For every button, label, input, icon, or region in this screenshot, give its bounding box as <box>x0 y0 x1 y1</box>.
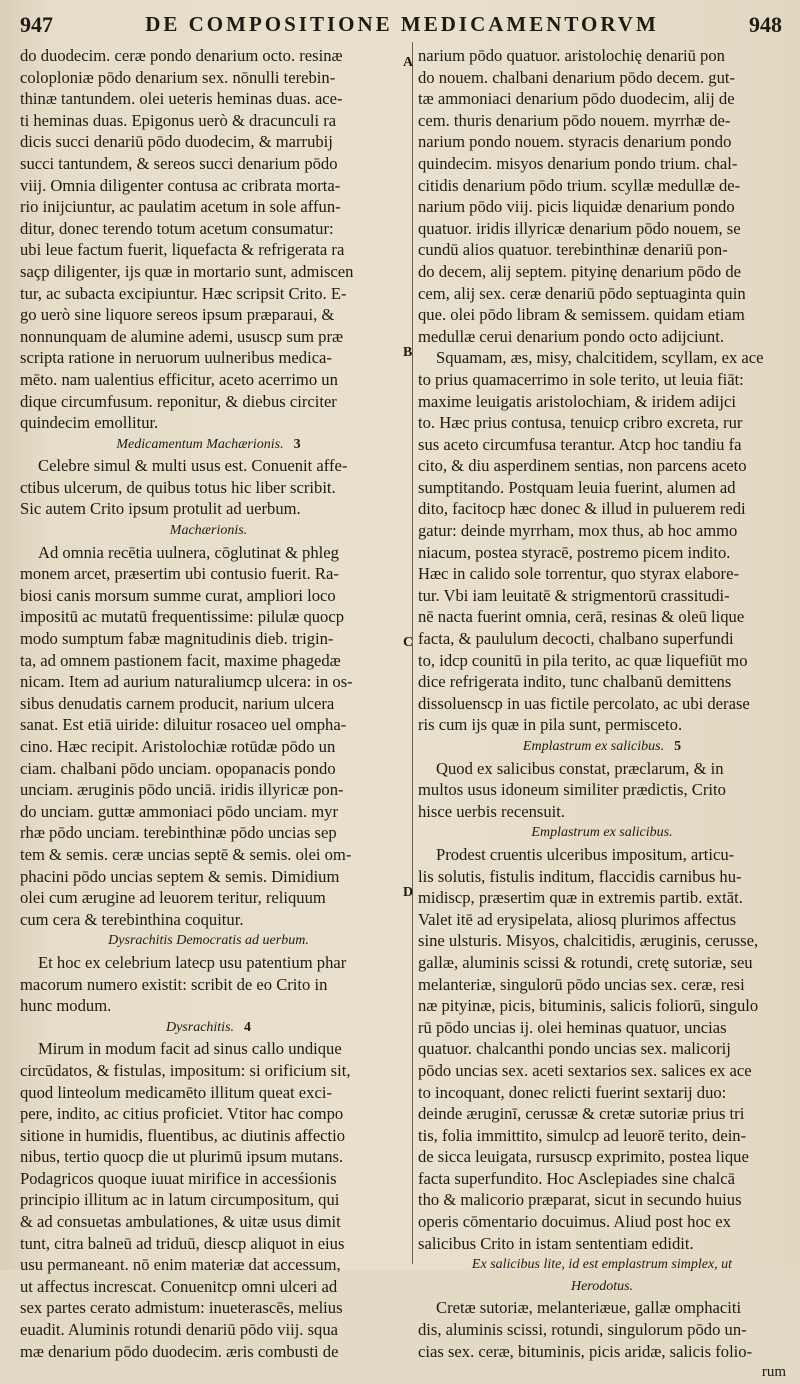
section-heading-text: Medicamentum Machærionis. <box>116 436 284 452</box>
text-line: medullæ cerui denarium pondo octo adijciunt. <box>418 326 724 346</box>
margin-letter: B <box>403 345 413 360</box>
text-line: tem & semis. ceræ uncias septē & semis. olei om- <box>20 844 352 864</box>
margin-letter: C <box>403 635 414 650</box>
text-line: que. olei pōdo libram & semissem. quidam etiam <box>418 305 745 325</box>
margin-letters <box>403 45 415 1262</box>
catchword: rum <box>761 1364 786 1381</box>
text-line: coloploniæ pōdo denarium sex. nōnulli terebin- <box>20 67 336 87</box>
text-line: nonnunquam de alumine ademi, ususcp sum præ <box>20 326 344 346</box>
text-line: do nouem. chalbani denarium pōdo decem. gut- <box>418 67 736 87</box>
section-heading-text: Emplastrum ex salicibus. <box>531 825 673 841</box>
section-heading-text: Dysrachitis Democratis ad uerbum. <box>108 933 309 949</box>
text-line: pere, indito, ac citius proficiet. Vtitor hac compo <box>20 1104 344 1124</box>
text-line: citidis denarium pōdo trium. scyllæ medullæ de- <box>418 175 741 195</box>
margin-letter: D <box>403 885 414 900</box>
text-line: sanat. Est etiā uiride: diluitur rosaceo uel ompha- <box>20 715 347 735</box>
text-line: dito, facitocp hæc donec & illud in puluerem redi <box>418 499 746 519</box>
text-line: dicis succi denariū pōdo duodecim, & marrubij <box>20 132 333 152</box>
text-line: do duodecim. ceræ pondo denarium octo. resinæ <box>20 46 343 65</box>
text-line: gatur: deinde myrrham, mox thus, ab hoc ammo <box>418 521 738 541</box>
running-title: DE COMPOSITIONE MEDICAMENTORVM <box>145 12 659 36</box>
text-line: to, idcp counitū in pila terito, ac quæ liquefiūt mo <box>418 650 748 670</box>
section-heading <box>418 822 786 844</box>
text-line: thinæ tantundem. olei ueteris heminas duas. ace- <box>20 89 343 109</box>
text-line: cem. thuris denarium pōdo nouem. myrrhæ de- <box>418 110 731 130</box>
text-line: quatuor. chalcanthi pondo uncias sex. malicorij <box>418 1039 731 1059</box>
text-line: cundū alios quatuor. terebinthinæ denariū pon- <box>418 240 728 260</box>
text-line: ctibus ulcerum, de quibus totus hic liber scribit. <box>20 477 336 497</box>
text-line: tunt, citra balneū ad triduū, diescp aliquot in eius <box>20 1233 345 1253</box>
text-line: tis, folia immittito, simulcp ad leuorē terito, dein- <box>418 1125 747 1145</box>
text-line: niacum, postea styracē, postremo picem indito. <box>418 542 731 562</box>
section-number: 4 <box>244 1019 252 1035</box>
text-line: ciam. chalbani pōdo unciam. opopanacis pondo <box>20 758 336 778</box>
text-line: Valet itē ad erysipelata, aliosq plurimos affectus <box>418 909 737 929</box>
text-line: Quod ex salicibus constat, præclarum, & in <box>436 758 724 778</box>
text-line: midiscp, præsertim quæ in extremis partib. extāt. <box>418 888 743 908</box>
text-line: cias sex. ceræ, bituminis, picis aridæ, salicis folio- <box>418 1341 753 1361</box>
section-heading <box>20 434 397 456</box>
section-heading <box>20 930 397 952</box>
running-header <box>14 8 790 42</box>
section-heading-text: Dysrachitis. <box>165 1019 235 1035</box>
text-line: gallæ, aluminis scissi & rotundi, cretę sutoriæ, seu <box>418 952 753 972</box>
text-line: mēto. nam ualentius efficitur, aceto acerrimo un <box>20 369 338 389</box>
text-line: cem, alij sex. ceræ denariū pōdo septuaginta quin <box>418 283 746 303</box>
text-line: succi tantundem, & sereos succi denarium pōdo <box>20 153 338 173</box>
text-line: cito, & diu asperdinem sentias, non parcens aceto <box>418 456 747 476</box>
text-line: cum cera & terebinthina coquitur. <box>20 909 244 929</box>
text-line: phacini pōdo uncias septem & semis. Dimidium <box>20 866 340 886</box>
text-line: Podagricos quoque iuuat mirifice in accesśionis <box>20 1168 337 1188</box>
text-line: sibus denudatis carnem producit, narium ulcera <box>20 693 335 713</box>
text-line: facta, & paululum decocti, chalbano superfundi <box>418 629 734 649</box>
text-line: ubi leue factum fuerit, liquefacta & refrigerata ra <box>20 240 345 260</box>
section-heading-text: Herodotus. <box>570 1278 634 1294</box>
text-line: Ad omnia recētia uulnera, cōglutinat & phleg <box>38 542 339 562</box>
text-line: sine ulsturis. Misyos, chalcitidis, æruginis, cerusse, <box>418 931 759 951</box>
text-line: sitione in humidis, fluentibus, ac diutinis affectio <box>20 1125 346 1145</box>
section-heading <box>418 1254 786 1276</box>
section-heading <box>20 1017 397 1039</box>
text-line: ris cum ijs quæ in pila sunt, permisceto. <box>418 715 683 735</box>
text-line: quatuor. iridis illyricæ denarium pōdo nouem, se <box>418 218 741 238</box>
text-line: ut affectus increscat. Conuenitcp omni ulceri ad <box>20 1276 338 1296</box>
section-heading <box>418 736 786 758</box>
text-line: ta, ad omnem pastionem facit, maxime phagedæ <box>20 650 341 670</box>
text-line: do decem, alij septem. pityinę denarium pōdo de <box>418 261 742 281</box>
text-line: quod linteolum medicamēto illitum queat exci- <box>20 1082 332 1102</box>
text-line: to incoquant, donec relicti fuerint sextarij duo: <box>418 1082 727 1102</box>
text-line: Mirum in modum facit ad sinus callo undique <box>38 1039 342 1059</box>
section-heading-text: Machærionis. <box>169 523 248 539</box>
text-line: monem arcet, præsertim ubi contusio fuerit. Ra- <box>20 564 339 584</box>
section-heading <box>20 520 397 542</box>
text-line: modo sumptum fabæ magnitudinis dieb. trigin- <box>20 629 334 649</box>
text-line: unciam. æruginis pōdo unciā. iridis illyricæ pon- <box>20 780 344 800</box>
text-line: circūdatos, & fistulas, impositum: si orificium sit, <box>20 1060 351 1080</box>
section-heading-text: Ex salicibus lite, id est emplastrum simplex, ut <box>471 1257 733 1273</box>
text-line: facta superfundito. Hoc Asclepiades sine chalcā <box>418 1168 735 1188</box>
text-line: hisce uerbis recensuit. <box>418 801 565 821</box>
text-line: Celebre simul & multi usus est. Conuenit affe- <box>38 456 348 476</box>
text-line: pōdo uncias sex. aceti sextarios sex. salices ex ace <box>418 1060 752 1080</box>
text-line: Squamam, æs, misy, chalcitidem, scyllam, ex ace <box>436 348 764 368</box>
text-line: dice refrigerata indito, tunc chalbanū demittens <box>418 672 732 692</box>
text-line: go uerò sine liquore sereos ipsum præparaui, & <box>20 305 335 325</box>
text-line: Et hoc ex celebrium latecp usu patentium phar <box>38 952 347 972</box>
section-number: 5 <box>674 739 682 754</box>
text-line: olei cum ærugine ad leuorem teritur, reliquum <box>20 888 326 908</box>
text-line: principio illitum ac in latum circumpositum, qui <box>20 1190 340 1210</box>
text-line: hunc modum. <box>20 996 112 1016</box>
text-line: saçp diligenter, ijs quæ in mortario sunt, admiscen <box>20 261 354 281</box>
text-line: de sicca leuigata, rursuscp exprimito, postea lique <box>418 1147 749 1167</box>
text-line: impositū ac mutatū frequentissime: pilulæ quocp <box>20 607 344 627</box>
text-line: melanteriæ, singulorū pōdo uncias sex. ceræ, resi <box>418 974 745 994</box>
text-line: quindecim. misyos denarium pondo trium. chal- <box>418 153 738 173</box>
text-line: ti heminas duas. Epigonus uerò & dracunculi ra <box>20 110 337 130</box>
text-line: Hæc in calido sole torrentur, quo styrax elabore- <box>418 564 739 584</box>
text-line: cino. Hæc recipit. Aristolochiæ rotūdæ pōdo un <box>20 737 336 756</box>
text-line: tho & malicorio præparat, sicut in secundo huius <box>418 1190 742 1210</box>
text-line: dique circumfusum. reponitur, & diebus circiter <box>20 391 337 411</box>
section-heading <box>418 1276 786 1298</box>
text-line: salicibus Crito in istam sententiam edidit. <box>418 1233 694 1253</box>
text-line: ditur, donec terendo totum acetum consumatur: <box>20 218 334 238</box>
text-line: rū pōdo uncias ij. olei heminas quatuor, uncias <box>418 1017 727 1037</box>
text-line: narium pōdo quatuor. aristolochię denariū pon <box>418 46 725 65</box>
text-line: sus aceto circumfusa terantur. Atcp hoc tandiu fa <box>418 434 742 454</box>
right-column <box>418 45 786 1381</box>
text-line: macorum numero existit: scribit de eo Crito in <box>20 974 328 994</box>
left-column <box>20 45 397 1361</box>
section-heading-text: Emplastrum ex salicibus. <box>522 739 665 754</box>
text-line: quindecim emollitur. <box>20 413 159 433</box>
text-line: multos usus idoneum similiter prædictis, Crito <box>418 780 726 800</box>
text-line: scripta ratione in neruorum uulneribus medica- <box>20 348 332 368</box>
text-line: usu permaneant. nō enim materiæ dat accessum, <box>20 1255 341 1275</box>
text-line: sumptitando. Postquam leuia fuerint, alumen ad <box>418 477 736 497</box>
page-number-right: 948 <box>749 12 782 37</box>
text-line: do unciam. guttæ ammoniaci pōdo unciam. myr <box>20 801 338 821</box>
text-line: tur. Vbi iam leuitatē & strigmentorū crassitudi- <box>418 585 730 605</box>
text-line: tæ ammoniaci denarium pōdo duodecim, alij de <box>418 89 735 109</box>
text-line: to. Hæc prius contusa, tenuicp cribro excreta, rur <box>418 413 743 433</box>
text-line: deinde æruginī, cerussæ & cretæ sutoriæ prius tri <box>418 1104 745 1124</box>
text-line: euadit. Aluminis rotundi denariū pōdo viij. squa <box>20 1320 339 1340</box>
text-line: to prius quamacerrimo in sole terito, ut leuia fiāt: <box>418 369 744 389</box>
section-number: 3 <box>293 436 301 452</box>
text-line: nicam. Item ad aurium naturaliumcp ulcera: in os- <box>20 672 353 692</box>
text-line: tur, ac subacta excipiuntur. Hæc scripsit Crito. E- <box>20 283 347 303</box>
margin-letter: A <box>403 55 414 70</box>
text-line: Sic autem Crito ipsum protulit ad uerbum. <box>20 499 301 519</box>
text-line: rhæ pōdo unciam. terebinthinæ pōdo uncias sep <box>20 823 337 843</box>
text-line: narium pōdo viij. picis liquidæ denarium pondo <box>418 197 735 217</box>
text-line: nē nacta fuerint omnia, cerā, resinas & oleū lique <box>418 607 745 627</box>
text-line: dissoluenscp in uas fictile percolato, ac ubi derase <box>418 693 750 713</box>
page-number-left: 947 <box>20 12 53 37</box>
text-line: viij. Omnia diligenter contusa ac cribrata morta- <box>20 175 341 195</box>
text-line: operis cōmentario docuimus. Aliud post hoc ex <box>418 1212 731 1232</box>
text-line: rio inijciuntur, ac paulatim acetum in sole affun- <box>20 197 341 217</box>
text-line: narium pondo nouem. styracis denarium pondo <box>418 132 732 152</box>
text-line: maxime leuigatis aristolochiam, & iridem adijci <box>418 391 736 411</box>
text-line: sex partes cerato admistum: inueterascēs, melius <box>20 1298 343 1318</box>
text-line: lis solutis, fistulis inditum, flaccidis carnibus hu- <box>418 866 742 886</box>
text-line: Prodest cruentis ulceribus impositum, articu- <box>436 844 735 864</box>
text-line: biosi canis morsum summe curat, ampliori loco <box>20 585 336 605</box>
text-line: dis, aluminis scissi, rotundi, singulorum pōdo un- <box>418 1320 747 1340</box>
text-line: mæ denarium pōdo duodecim. æris combusti de <box>20 1341 339 1361</box>
text-line: næ pityinæ, picis, bituminis, salicis foliorū, singulo <box>418 996 759 1016</box>
text-line: & ad consuetas ambulationes, & uitæ usus dimit <box>20 1212 341 1232</box>
text-line: Cretæ sutoriæ, melanteriæue, gallæ omphaciti <box>436 1298 742 1318</box>
text-line: nibus, tertio quocp die ut plurimū ipsum mutans. <box>20 1147 344 1167</box>
